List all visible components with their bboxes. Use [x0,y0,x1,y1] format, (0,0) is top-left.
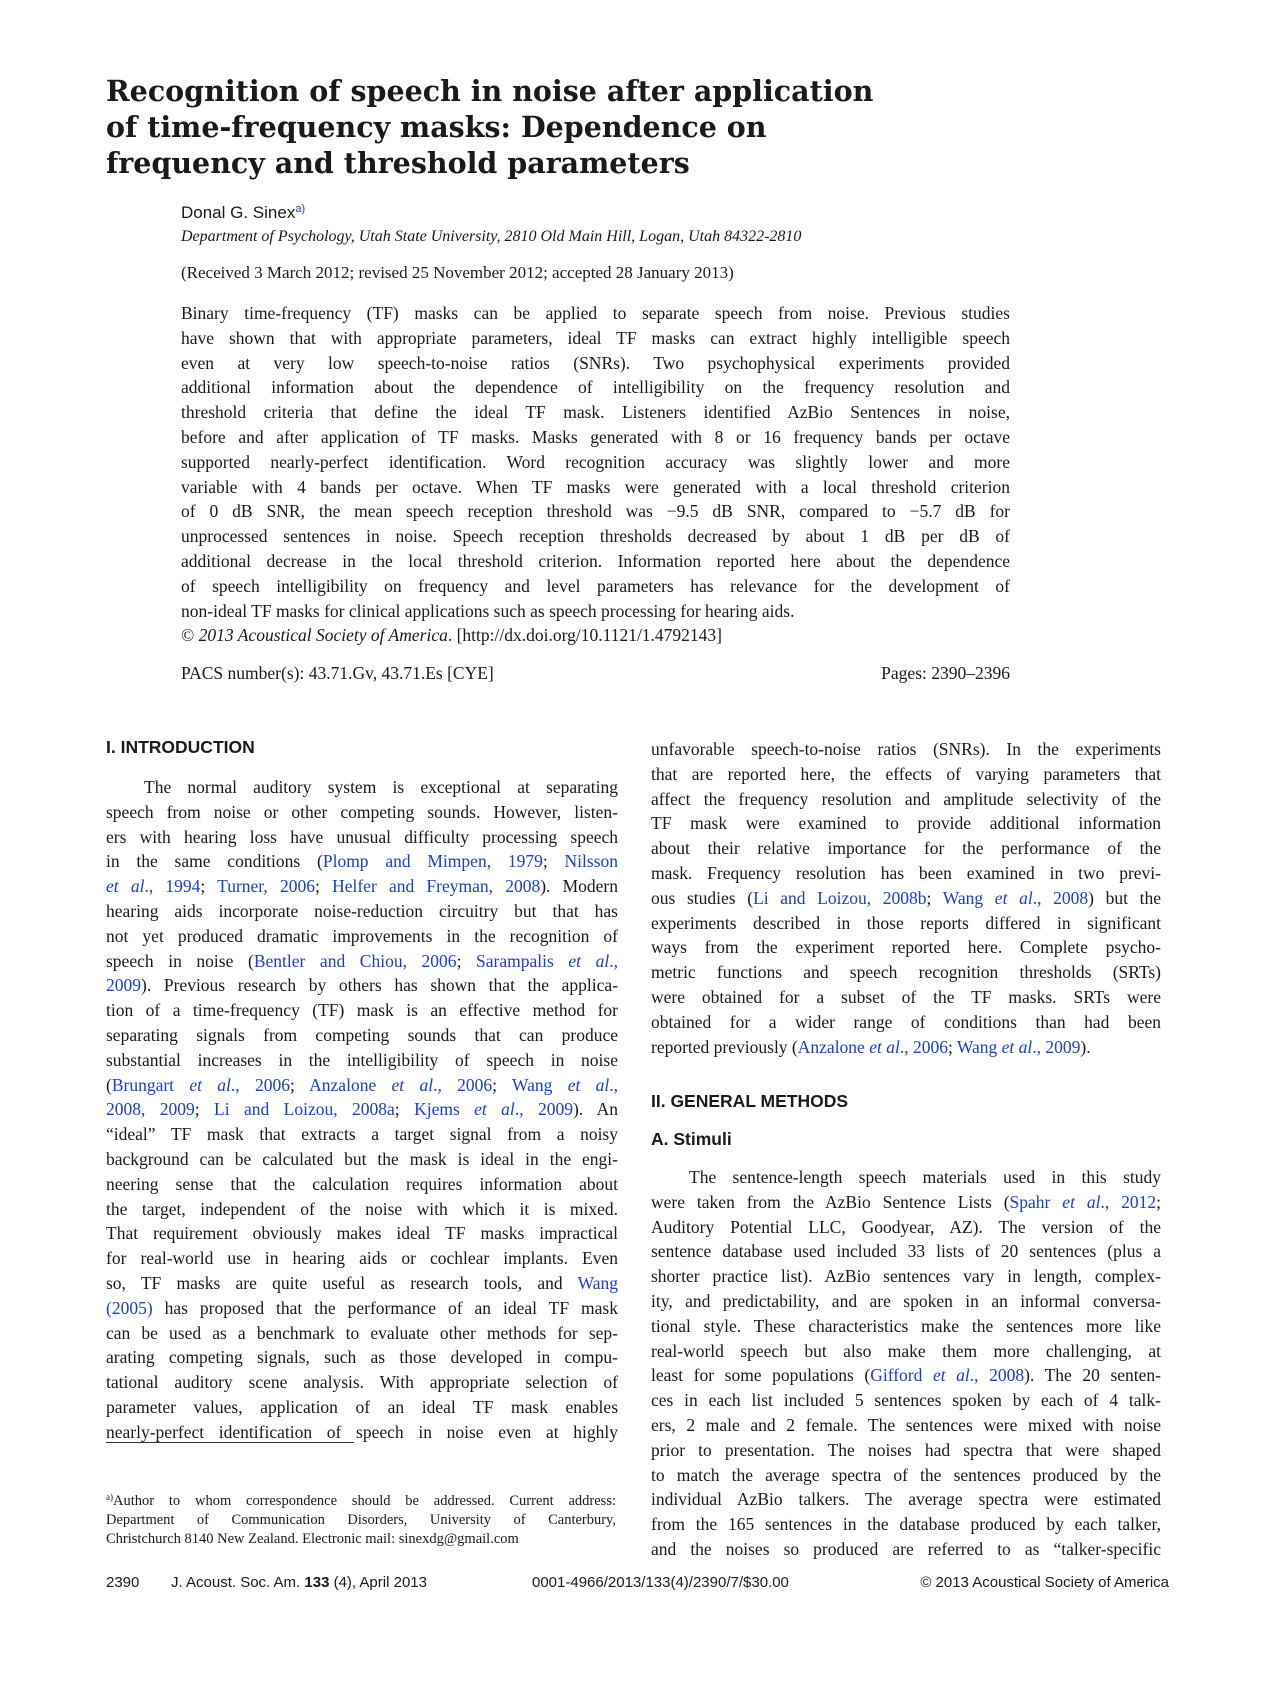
text-run: neering sense that the calculation requires information about [106,1173,618,1194]
journal-name: J. Acoust. Soc. Am. [171,1574,305,1591]
citation-link[interactable]: et al [106,876,145,897]
text-line [106,1246,618,1271]
text-run: the target, independent of the noise with which it is mixed. [106,1198,618,1219]
text-run: ). The 20 senten- [1024,1365,1161,1386]
citation-link[interactable]: (2005) [106,1297,153,1318]
copyright-symbol: © [181,625,199,646]
page-range: Pages: 2390–2396 [881,663,1010,683]
text-run: parameter values, application of an ideal TF mask enables [106,1396,618,1417]
citation-link[interactable]: et al [189,1074,231,1095]
text-run: obtained for a wider range of conditions than had been [651,1011,1161,1032]
abstract-line: additional information about the dependence of intelligibility on the frequency resolution and [181,377,1010,398]
text-run: ers, 2 male and 2 female. The sentences were mixed with noise [651,1414,1161,1435]
text-line [106,1296,618,1321]
citation-link[interactable]: ., [609,1074,618,1095]
abstract-line: of 0 dB SNR, the mean speech reception threshold was −9.5 dB SNR, compared to −5.7 dB for [181,501,1010,522]
footer-article-code: 0001-4966/2013/133(4)/2390/7/$30.00 [532,1574,789,1591]
text-line [651,861,1161,886]
text-line [651,1438,1161,1463]
text-line [106,1147,618,1172]
citation-link[interactable]: ., 1994 [144,876,201,897]
text-run: arating competing signals, such as those developed in compu- [106,1347,618,1368]
text-run: ; [542,851,565,872]
text-line [651,911,1161,936]
abstract-line: variable with 4 bands per octave. When TF masks were generated with a local threshold criterion [181,476,1010,497]
text-run: tion of a time-frequency (TF) mask is an effective method for [106,1000,618,1021]
text-line [651,960,1161,985]
text-run: ways from the experiment reported here. Complete psycho- [651,937,1161,958]
footer-journal [171,1574,427,1591]
text-run: from the 165 sentences in the database produced by each talker, [651,1514,1161,1535]
abstract-line: even at very low speech-to-noise ratios (SNRs). Two psychophysical experiments provided [181,352,1010,373]
footnote-line: Department of Communication Disorders, University of Canterbury, [106,1512,616,1528]
text-line [651,1215,1161,1240]
text-run: experiments described in those reports differed in significant [651,912,1161,933]
text-line [106,1048,618,1073]
text-run: were obtained for a subset of the TF masks. SRTs were [651,986,1161,1007]
title-line: frequency and threshold parameters [106,146,690,180]
text-run: ). Modern [540,876,619,897]
text-run: unfavorable speech-to-noise ratios (SNRs). In the experiments [651,739,1161,759]
stimuli-text [651,1165,1161,1562]
footnote-marker: a) [106,1492,113,1502]
text-run: ces in each list included 5 sentences spoken by each of 4 talk- [651,1390,1161,1411]
text-line [106,874,618,899]
footnote [106,1488,616,1549]
text-line [106,973,618,998]
text-run: TF mask were examined to provide additional information [651,813,1161,834]
text-run: Auditory Potential LLC, Goodyear, AZ). The version of the [651,1216,1161,1237]
text-line [106,800,618,825]
abstract-line: additional decrease in the local threshold criterion. Information reported here about the dependence [181,550,1010,571]
citation-link[interactable]: Anzalone [309,1074,392,1095]
citation-link[interactable]: Li and Loizou, 2008b [753,887,927,908]
text-run: ) but the [1088,887,1161,908]
citation-link[interactable]: Wang [942,887,995,908]
text-run: ; [492,1074,512,1095]
text-line [651,787,1161,812]
text-run: ). An [572,1099,618,1120]
text-run: has proposed that the performance of an ideal TF mask [152,1297,618,1318]
text-run: tional style. These characteristics make the sentences more like [651,1315,1161,1336]
title-line: of time-frequency masks: Dependence on [106,110,767,144]
abstract-line: have shown that with appropriate parameters, ideal TF masks can extract highly intelligible speech [181,327,1010,348]
text-line [651,1289,1161,1314]
text-run: ; [456,950,477,971]
text-run: The normal auditory system is exceptional at separating [144,777,618,797]
section-heading-introduction: I. INTRODUCTION [106,737,255,757]
footer-copyright: © 2013 Acoustical Society of America [920,1574,1169,1591]
text-line [651,886,1161,911]
text-line [106,998,618,1023]
doi-link[interactable]: . [http://dx.doi.org/10.1121/1.4792143] [447,625,723,646]
introduction-text [106,775,618,1445]
text-line [651,762,1161,787]
text-run: shorter practice list). AzBio sentences vary in length, complex- [651,1266,1161,1287]
text-run: The sentence-length speech materials used in this study [689,1167,1161,1187]
text-run: speech from noise or other competing sounds. However, listen- [106,801,618,822]
abstract-body [181,301,1010,623]
citation-link[interactable]: et al [568,950,610,971]
text-run: separating signals from competing sounds that can produce [106,1024,618,1045]
abstract-line: unprocessed sentences in noise. Speech reception thresholds decreased by about 1 dB per dB of [181,526,1010,547]
abstract-line: Binary time-frequency (TF) masks can be applied to separate speech from noise. Previous studies [181,303,1010,323]
citation-link[interactable]: ., 2009 [1032,1036,1081,1057]
text-line [651,1363,1161,1388]
text-line [106,1321,618,1346]
text-line [651,1463,1161,1488]
text-run: ous studies ( [651,887,754,908]
text-run: not yet produced dramatic improvements in the recognition of [106,925,618,946]
text-run: so, TF masks are quite useful as research tools, and [106,1272,578,1293]
text-line [651,1165,1161,1190]
footnote-line [106,1488,616,1511]
text-run: substantial increases in the intelligibility of speech in noise [106,1049,618,1070]
paper-title [106,73,926,181]
footnote-line: Christchurch 8140 New Zealand. Electronic mail: sinexdg@gmail.com [106,1531,519,1547]
received-dates: (Received 3 March 2012; revised 25 November 2012; accepted 28 January 2013) [181,263,734,282]
text-line [106,1197,618,1222]
text-line [651,1264,1161,1289]
text-run: ( [106,1074,112,1095]
citation-link[interactable]: ., 2006 [230,1074,290,1095]
text-line [106,924,618,949]
citation-link[interactable]: ., 2006 [899,1036,948,1057]
text-run: that are reported here, the effects of varying parameters that [651,763,1161,784]
citation-link[interactable]: ., 2008 [1032,887,1089,908]
citation-link[interactable]: Spahr [1009,1191,1063,1212]
text-run: about their relative importance for the performance of the [651,838,1161,859]
citation-link[interactable]: et al [932,1365,970,1386]
citation-link[interactable]: ., [609,950,619,971]
text-run: ; [200,876,218,897]
author [181,203,305,223]
citation-link[interactable]: et al [391,1074,434,1095]
text-run: individual AzBio talkers. The average spectra were estimated [651,1489,1161,1510]
text-run: can be used as a benchmark to evaluate other methods for sep- [106,1322,618,1343]
text-line [106,825,618,850]
text-line [106,1122,618,1147]
text-run: least for some populations ( [651,1365,871,1386]
text-run: for real-world use in hearing aids or cochlear implants. Even [106,1248,618,1269]
citation-link[interactable]: Li and Loizou, 2008a [214,1099,395,1120]
text-run: ; [289,1074,310,1095]
citation-link[interactable]: et al [474,1099,515,1120]
journal-issue: (4), April 2013 [329,1574,427,1591]
copyright-line [181,623,1010,648]
author-footnote-link[interactable]: a) [295,203,306,215]
title-line: Recognition of speech in noise after application [106,74,874,108]
text-line [106,1023,618,1048]
text-line [651,1339,1161,1364]
citation-link[interactable]: Helfer and Freyman, 2008 [332,876,541,897]
text-run: ; [394,1099,415,1120]
footnote-text: Author to whom correspondence should be addressed. Current address: [113,1493,616,1509]
text-line [651,737,1161,762]
text-run: ). Previous research by others has shown that the applica- [141,975,618,996]
abstract-line: non-ideal TF masks for clinical applications such as speech processing for hearing aids. [181,600,795,621]
text-line [651,1388,1161,1413]
citation-link[interactable]: Gifford [870,1365,933,1386]
text-line [651,1010,1161,1035]
text-line [106,949,618,974]
citation-link[interactable]: Nilsson [564,851,618,872]
citation-link[interactable]: Wang [511,1074,568,1095]
footnote-divider [106,1442,354,1443]
text-line [651,1190,1161,1215]
text-run: ity, and predictability, and are spoken in an informal conversa- [651,1290,1161,1311]
text-line [651,836,1161,861]
citation-link[interactable]: et al [1001,1036,1033,1057]
text-line [651,1239,1161,1264]
text-run: speech in noise ( [106,950,254,971]
section-heading-general-methods: II. GENERAL METHODS [651,1091,849,1111]
citation-link[interactable]: Sarampalis [476,950,569,971]
citation-link[interactable]: et al [869,1036,900,1057]
text-line [106,1172,618,1197]
text-line [106,1271,618,1296]
citation-link[interactable]: et al [1062,1191,1101,1212]
text-run: ; [947,1036,957,1057]
copyright-holder: 2013 Acoustical Society of America [198,625,448,646]
text-run: reported previously ( [651,1036,798,1057]
introduction-continued-text [651,737,1161,1059]
abstract-line: before and after application of TF masks. Masks generated with 8 or 16 frequency bands per octave [181,426,1010,447]
citation-link[interactable]: Turner, 2006 [217,876,316,897]
pacs-numbers: PACS number(s): 43.71.Gv, 43.71.Es [CYE] [181,663,494,683]
text-run: ; [194,1099,215,1120]
text-run: to match the average spectra of the sentences produced by the [651,1464,1161,1485]
footer-page-number: 2390 [106,1574,140,1591]
text-line [106,1097,618,1122]
text-line [651,1537,1161,1562]
text-line [106,899,618,924]
text-run: That requirement obviously makes ideal TF masks impractical [106,1223,618,1244]
citation-link[interactable]: Brungart [111,1074,190,1095]
text-run: ers with hearing loss have unusual difficulty processing speech [106,826,618,847]
text-run: and the noises so produced are referred to as “talker-specific [651,1538,1161,1559]
citation-link[interactable]: Anzalone [797,1036,870,1057]
abstract [181,301,1010,648]
text-run: “ideal” TF mask that extracts a target signal from a noisy [106,1124,618,1145]
text-line [106,1221,618,1246]
citation-link[interactable]: 2009 [106,975,141,996]
text-line [651,1487,1161,1512]
citation-link[interactable]: ., 2008 [969,1365,1025,1386]
citation-link[interactable]: et al [994,887,1033,908]
text-run: metric functions and speech recognition thresholds (SRTs) [651,962,1161,983]
text-run: nearly-perfect identification of speech in noise even at highly [106,1421,618,1442]
affiliation: Department of Psychology, Utah State University, 2810 Old Main Hill, Logan, Utah 84322-2810 [181,228,802,245]
text-run: mask. Frequency resolution has been examined in two previ- [651,862,1161,883]
citation-link[interactable]: Kjems [414,1099,475,1120]
text-line [106,1395,618,1420]
text-line [651,811,1161,836]
author-name: Donal G. Sinex [181,203,296,222]
text-run: sentence database used included 33 lists of 20 sentences (plus a [651,1241,1161,1262]
text-run: affect the frequency resolution and amplitude selectivity of the [651,788,1161,809]
citation-link[interactable]: ., 2012 [1100,1191,1157,1212]
text-run: ; [1156,1191,1162,1212]
text-line [106,849,618,874]
text-run: real-world speech but also make them more challenging, at [651,1340,1161,1361]
text-run: ). [1080,1036,1091,1057]
citation-link[interactable]: et al [567,1074,610,1095]
citation-link[interactable]: 2008, 2009 [106,1099,195,1120]
text-run: tational auditory scene analysis. With appropriate selection of [106,1372,618,1393]
text-run: hearing aids incorporate noise-reduction circuitry but that has [106,900,618,921]
citation-link[interactable]: Bentler and Chiou, 2006 [253,950,457,971]
subsection-heading-stimuli: A. Stimuli [651,1129,732,1149]
text-line [106,1370,618,1395]
text-line [106,1420,618,1445]
abstract-line: threshold criteria that define the ideal TF mask. Listeners identified AzBio Sentences in noise, [181,402,1010,423]
citation-link[interactable]: Plomp and Mimpen, 1979 [322,851,543,872]
text-run: in the same conditions ( [106,851,323,872]
text-line [651,935,1161,960]
text-line [651,1035,1161,1060]
text-run: prior to presentation. The noises had spectra that were shaped [651,1439,1161,1460]
journal-volume: 133 [304,1574,330,1591]
text-line [651,1512,1161,1537]
citation-link[interactable]: ., 2009 [514,1099,573,1120]
abstract-line: supported nearly-perfect identification. Word recognition accuracy was slightly lower and more [181,451,1010,472]
text-line [651,985,1161,1010]
text-line [651,1314,1161,1339]
citation-link[interactable]: ., 2006 [433,1074,493,1095]
text-line [651,1413,1161,1438]
text-run: ; [926,887,943,908]
citation-link[interactable]: Wang [956,1036,1002,1057]
text-line [106,775,618,800]
text-run: background can be calculated but the mask is ideal in the engi- [106,1148,618,1169]
text-run: ; [315,876,333,897]
text-line [106,1345,618,1370]
citation-link[interactable]: Wang [577,1272,618,1293]
text-run: were taken from the AzBio Sentence Lists ( [651,1191,1010,1212]
abstract-line: of speech intelligibility on frequency and level parameters has relevance for the development of [181,575,1010,596]
text-line [106,1073,618,1098]
